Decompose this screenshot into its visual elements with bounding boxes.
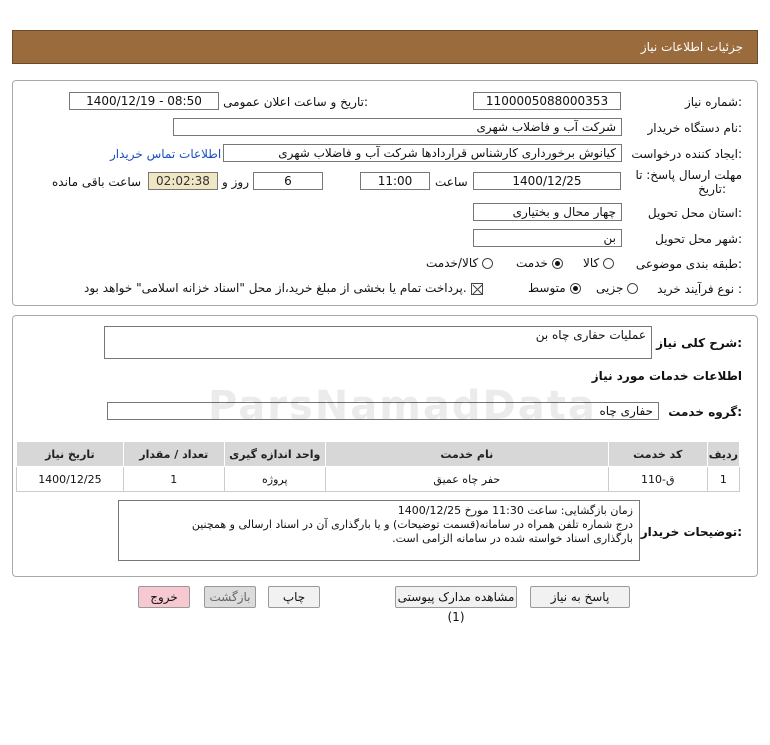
creator-label: ایجاد کننده درخواست:: [631, 147, 742, 161]
buyer-label: نام دستگاه خریدار:: [647, 121, 742, 135]
time-label: ساعت: [435, 175, 468, 189]
service-group-field: حفاری چاه: [107, 402, 659, 420]
process-label: نوع فرآیند خرید :: [657, 282, 742, 296]
city-label: شهر محل تحویل:: [655, 232, 742, 246]
announce-label: تاریخ و ساعت اعلان عمومی:: [223, 95, 368, 109]
process-option-medium[interactable]: [528, 281, 581, 295]
deadline-time-field: 11:00: [360, 172, 430, 190]
col-header-unit: واحد اندازه گیری: [224, 442, 325, 467]
category-option-service[interactable]: [516, 256, 563, 270]
need-number-field: 1100005088000353: [473, 92, 621, 110]
days-label: روز و: [222, 175, 249, 189]
services-table: [16, 441, 740, 492]
cell-row-number: 1: [707, 467, 739, 492]
need-info-panel: [12, 80, 758, 306]
service-group-label: گروه خدمت:: [668, 405, 742, 419]
table-header-row: [17, 442, 740, 467]
col-header-need-date: تاریخ نیاز: [17, 442, 124, 467]
need-number-label: شماره نیاز:: [684, 95, 742, 109]
cell-service-code: ق-110: [608, 467, 707, 492]
payment-note: پرداخت تمام یا بخشی از مبلغ خرید،از محل "اسناد خزانه اسلامی" خواهد بود.: [84, 281, 467, 295]
cell-quantity: 1: [123, 467, 224, 492]
creator-field: کیانوش برخورداری کارشناس قراردادها شرکت آب و فاضلاب شهری: [223, 144, 622, 162]
category-option-goods-label: کالا: [583, 256, 600, 270]
city-field: بن: [473, 229, 622, 247]
payment-checkbox[interactable]: [471, 283, 483, 295]
process-option-minor-label: جزیی: [596, 281, 624, 295]
buyer-notes-line-1: زمان بازگشایی: ساعت 11:30 مورخ 1400/12/25: [397, 504, 633, 517]
deadline-date-field: 1400/12/25: [473, 172, 621, 190]
col-header-row-number: ردیف: [707, 442, 739, 467]
page-title: جزئیات اطلاعات نیاز: [640, 40, 743, 54]
view-attachments-button[interactable]: مشاهده مدارک پیوستی (1): [395, 586, 517, 608]
col-header-quantity: تعداد / مقدار: [123, 442, 224, 467]
deadline-label: مهلت ارسال پاسخ: تا: [635, 168, 742, 182]
summary-label: شرح کلی نیاز:: [656, 336, 742, 350]
province-label: استان محل تحویل:: [647, 206, 742, 220]
contact-buyer-link[interactable]: اطلاعات تماس خریدار: [110, 147, 222, 161]
days-field: 6: [253, 172, 323, 190]
remaining-label: ساعت باقی مانده: [52, 175, 142, 189]
buyer-notes-label: توضیحات خریدار:: [640, 525, 742, 539]
buyer-notes-line-3: بارگذاری اسناد خواسته شده در سامانه الزامی است.: [392, 532, 633, 545]
category-option-both[interactable]: [426, 256, 493, 270]
exit-button[interactable]: خروج: [138, 586, 190, 608]
category-label: طبقه بندی موضوعی:: [635, 257, 742, 271]
category-radio-both[interactable]: [482, 258, 493, 269]
process-option-medium-label: متوسط: [528, 281, 566, 295]
process-radio-minor[interactable]: [627, 283, 638, 294]
reply-button[interactable]: پاسخ به نیاز: [530, 586, 630, 608]
services-title: اطلاعات خدمات مورد نیاز: [591, 369, 742, 383]
cell-need-date: 1400/12/25: [17, 467, 124, 492]
remaining-time-field: 02:02:38: [148, 172, 218, 190]
province-field: چهار محال و بختیاری: [473, 203, 622, 221]
category-radio-service[interactable]: [552, 258, 563, 269]
category-radio-goods[interactable]: [603, 258, 614, 269]
category-option-service-label: خدمت: [516, 256, 548, 270]
col-header-service-code: کد خدمت: [608, 442, 707, 467]
col-header-service-name: نام خدمت: [325, 442, 608, 467]
buyer-field: شرکت آب و فاضلاب شهری: [173, 118, 622, 136]
announce-field: 1400/12/19 - 08:50: [69, 92, 219, 110]
summary-field: عملیات حفاری چاه بن: [104, 326, 652, 359]
buyer-notes-line-2: درج شماره تلفن همراه در سامانه(قسمت توضیحات) و یا بارگذاری آن در اسناد ارسالی و همچنین: [191, 518, 633, 531]
process-radio-medium[interactable]: [570, 283, 581, 294]
page-header: [12, 30, 758, 64]
category-option-goods[interactable]: [583, 256, 614, 270]
category-option-both-label: کالا/خدمت: [426, 256, 479, 270]
process-option-minor[interactable]: [596, 281, 638, 295]
deadline-label-date: تاریخ:: [698, 182, 726, 196]
print-button[interactable]: چاپ: [268, 586, 320, 608]
cell-unit: پروژه: [224, 467, 325, 492]
back-button[interactable]: بازگشت: [204, 586, 256, 608]
cell-service-name: حفر چاه عمیق: [325, 467, 608, 492]
table-row: [17, 467, 740, 492]
payment-option[interactable]: [84, 281, 483, 295]
buyer-notes-box: [118, 500, 640, 561]
